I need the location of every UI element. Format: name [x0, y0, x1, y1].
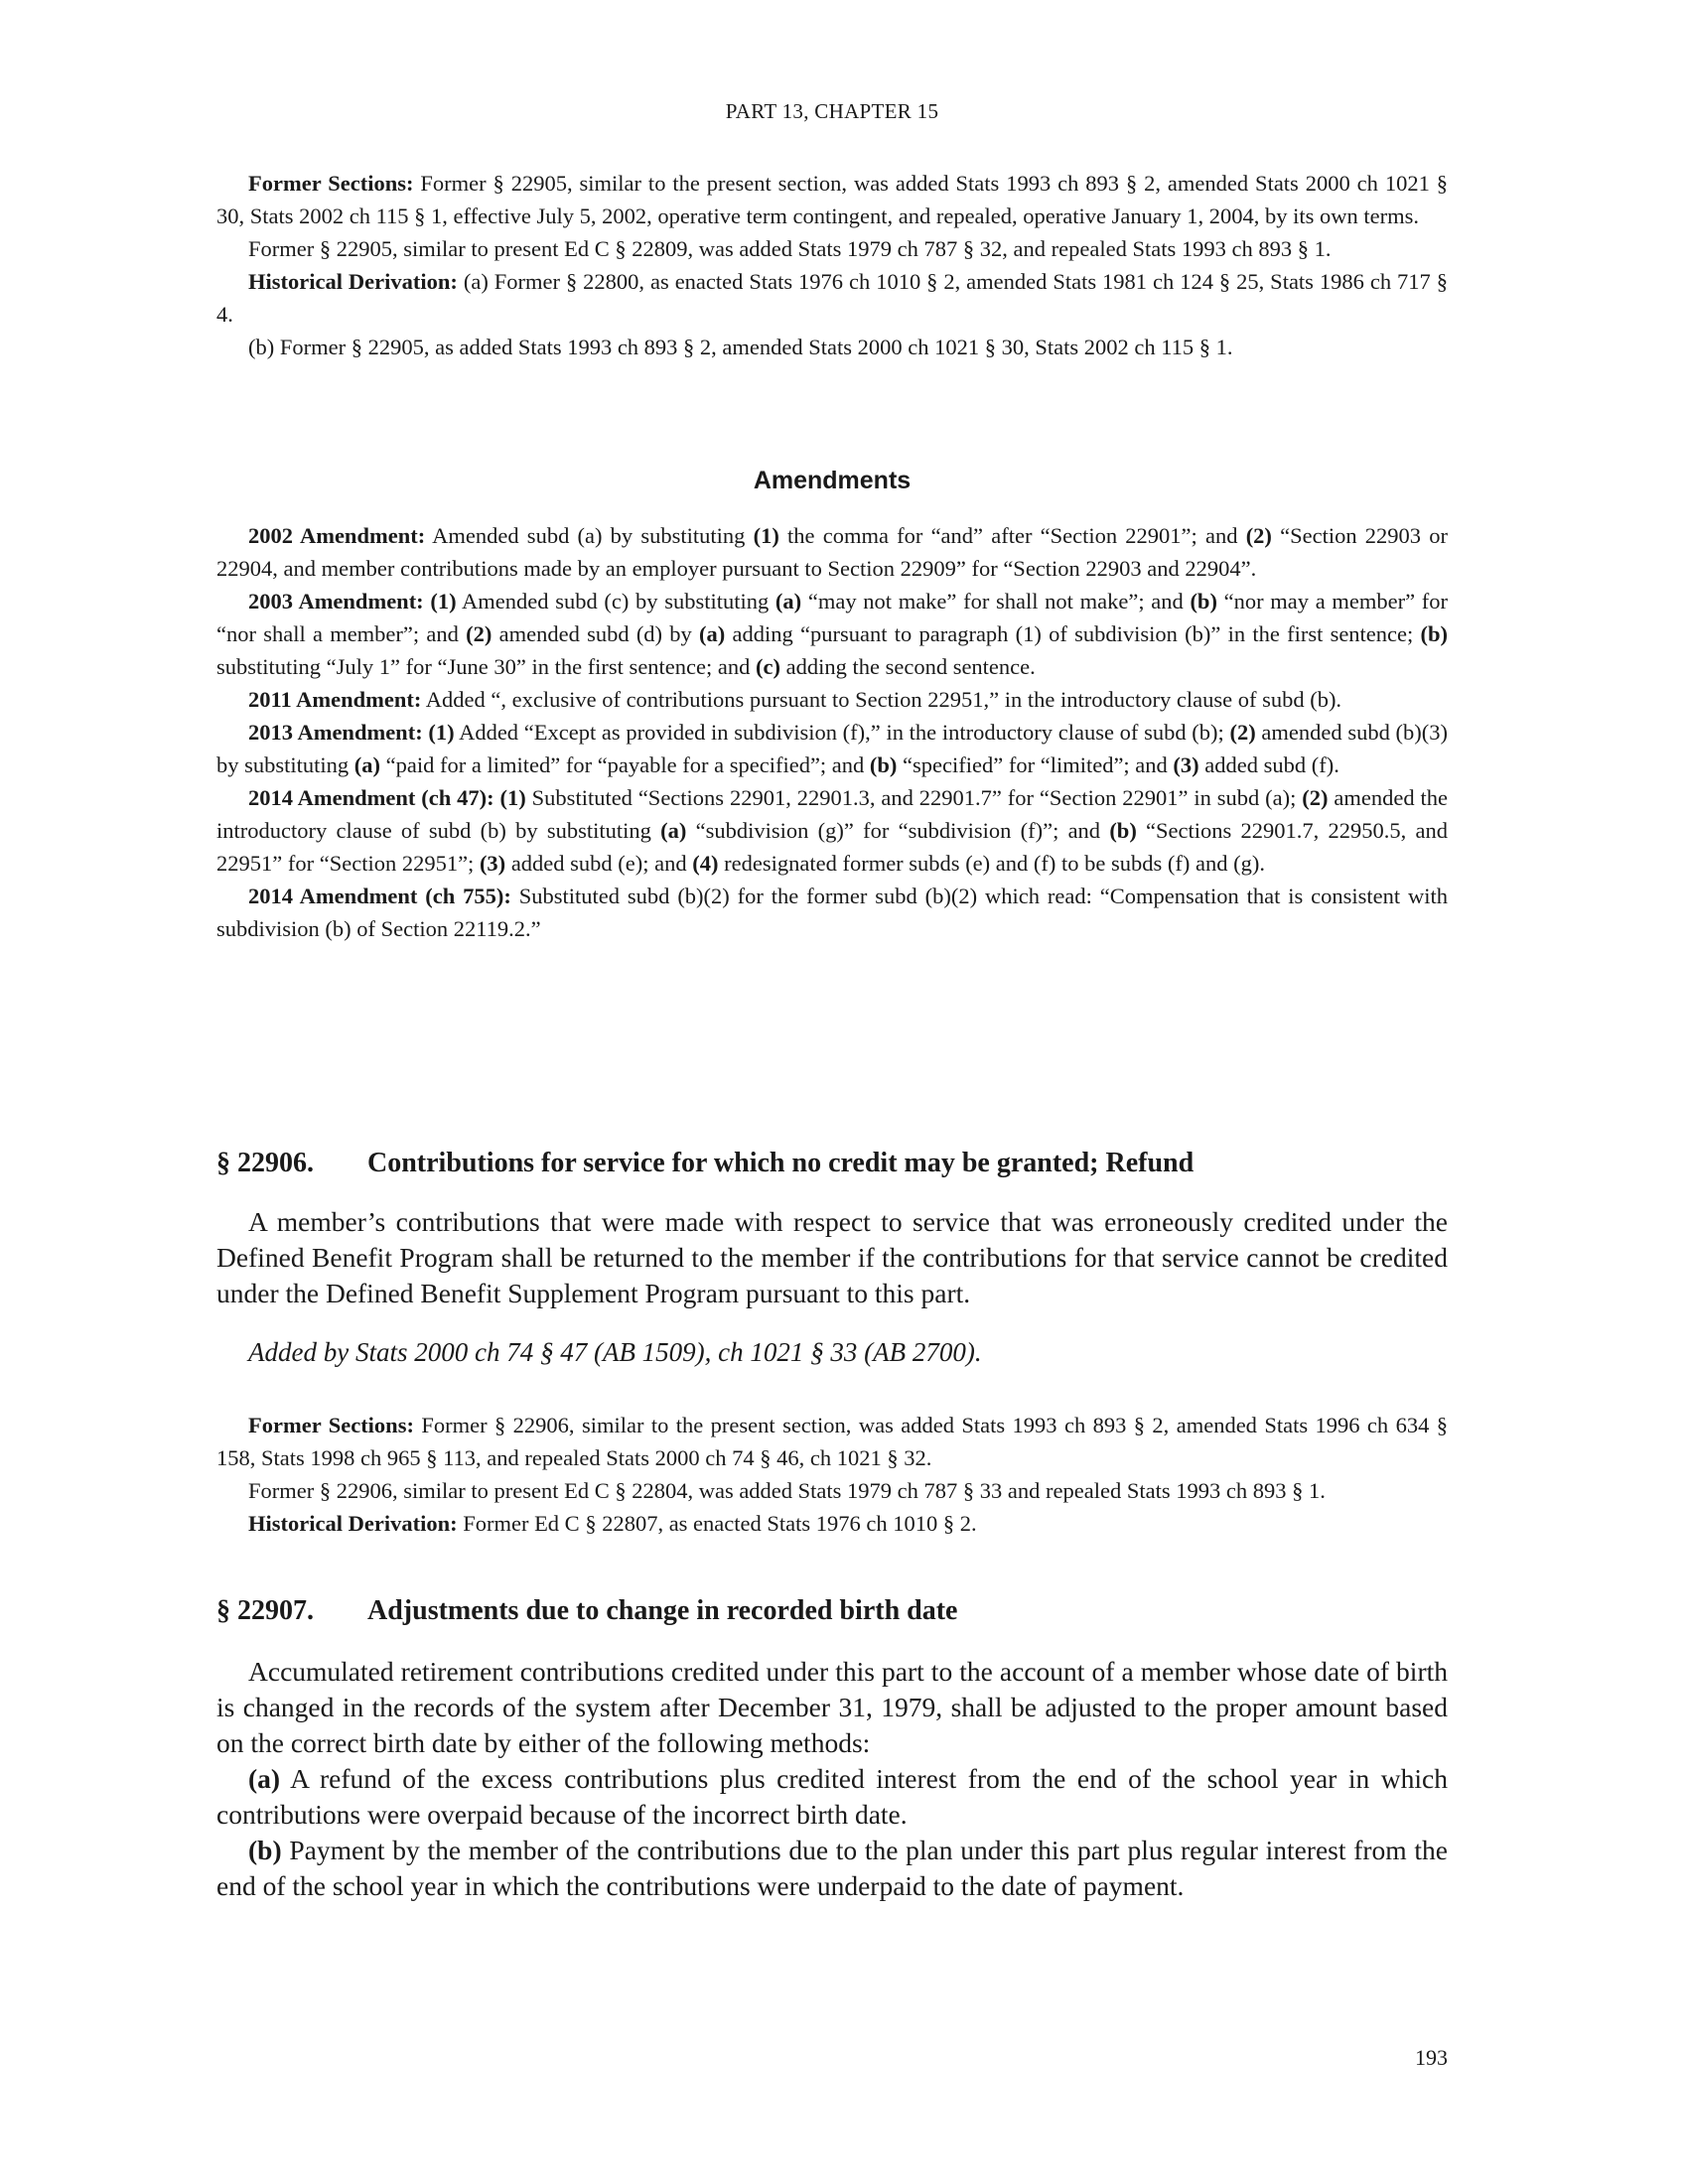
amendments-heading: Amendments [753, 467, 912, 494]
paragraph [216, 1507, 1448, 1540]
paragraph [216, 1833, 1448, 1904]
section-22906-notes [216, 1409, 1448, 1540]
note-text: (b) Former § 22905, as added Stats 1993 ch 893 § 2, amended Stats 2000 ch 1021 § 30, Stats 2002 ch 115 § 1. [248, 335, 1233, 359]
section-22907-body [216, 1654, 1448, 1904]
paragraph [216, 331, 1448, 363]
section-22906-heading [216, 1148, 1448, 1179]
paragraph [216, 167, 1448, 232]
note-label: Historical Derivation: [248, 269, 458, 294]
section-22906-body [216, 1204, 1448, 1311]
section-number: § 22906. [216, 1148, 314, 1178]
note-text: Former § 22905, similar to the present section, was added Stats 1993 ch 893 § 2, amended Stats 2000 ch 1021 § 30, Stats 2002 ch 115 § 1, effective July 5, 2002, operative term contingent, and repealed, operative January 1, 2004, by its own terms. [216, 171, 1448, 228]
note-text: Former § 22906, similar to the present section, was added Stats 1993 ch 893 § 2, amended Stats 1996 ch 634 § 158, Stats 1998 ch 965 § 113, and repealed Stats 2000 ch 74 § 46, ch 1021 § 32. [216, 1413, 1448, 1470]
paragraph-text: Accumulated retirement contributions credited under this part to the account of a member whose date of birth is changed in the records of the system after December 31, 1979, shall be adjusted to the proper amount based on the correct birth date by either of the following methods: [216, 1656, 1448, 1758]
page-number: 193 [1415, 2045, 1448, 2070]
amendment-note: 2003 Amendment: (1) Amended subd (c) by substituting (a) “may not make” for shall not make”; and (b) “nor may a member” for “nor shall a member”; and (2) amended subd (d) by (a) adding “pursuant to paragraph (1) of subdivision (b)” in the first sentence; (b) substituting “July 1” for “June 30” in the first sentence; and (c) adding the second sentence. [216, 589, 1449, 679]
section-number: § 22907. [216, 1595, 314, 1626]
paragraph [216, 232, 1448, 265]
amendment-note: 2014 Amendment (ch 755): Substituted subd (b)(2) for the former subd (b)(2) which read: “Compensation that is consistent with subdivision (b) of Section 22119.2.” [216, 884, 1448, 941]
amendment-note: 2013 Amendment: (1) Added “Except as provided in subdivision (f),” in the introductory clause of subd (b); (2) amended subd (b)(3) by substituting (a) “paid for a limited” for “payable for a specified”; and (b) “specified” for “limited”; and (3) added subd (f). [216, 720, 1448, 777]
section-22907-heading [216, 1595, 1448, 1627]
subdivision-label: (a) [248, 1763, 281, 1794]
section-title: Adjustments due to change in recorded birth date [367, 1595, 958, 1626]
paragraph [216, 1474, 1448, 1507]
running-head: PART 13, CHAPTER 15 [725, 99, 939, 123]
note-text: Former § 22905, similar to present Ed C § 22809, was added Stats 1979 ch 787 § 32, and repealed Stats 1993 ch 893 § 1. [248, 236, 1332, 261]
paragraph: A member’s contributions that were made with respect to service that was erroneously credited under the Defined Benefit Program shall be returned to the member if the contributions for that service cannot be credited under the Defined Benefit Supplement Program pursuant to this part. [216, 1206, 1448, 1308]
paragraph [216, 265, 1448, 331]
note-label: Historical Derivation: [248, 1511, 458, 1536]
paragraph-text: A refund of the excess contributions plus credited interest from the end of the school year in which contributions were overpaid because of the incorrect birth date. [216, 1763, 1448, 1830]
amendments-list [216, 519, 1448, 945]
paragraph [216, 1409, 1448, 1474]
amendment-note: 2011 Amendment: Added “, exclusive of contributions pursuant to Section 22951,” in the introductory clause of subd (b). [248, 687, 1342, 712]
subdivision-label: (b) [248, 1835, 282, 1865]
amendment-note: 2002 Amendment: Amended subd (a) by substituting (1) the comma for “and” after “Section 22901”; and (2) “Section 22903 or 22904, and member contributions made by an employer pursuant to Section 22909” for “Section 22903 and 22904”. [216, 523, 1448, 581]
paragraph-text: Payment by the member of the contributions due to the plan under this part plus regular interest from the end of the school year in which the contributions were underpaid to the date of payment. [216, 1835, 1448, 1901]
former-sections-22905 [216, 167, 1448, 363]
section-22906-history: Added by Stats 2000 ch 74 § 47 (AB 1509), ch 1021 § 33 (AB 2700). [248, 1337, 982, 1367]
note-label: Former Sections: [248, 1413, 414, 1437]
paragraph [216, 1654, 1448, 1761]
note-text: Former § 22906, similar to present Ed C § 22804, was added Stats 1979 ch 787 § 33 and repealed Stats 1993 ch 893 § 1. [248, 1478, 1326, 1503]
paragraph [216, 1761, 1448, 1833]
amendment-note: 2014 Amendment (ch 47): (1) Substituted “Sections 22901, 22901.3, and 22901.7” for “Section 22901” in subd (a); (2) amended the introductory clause of subd (b) by substituting (a) “subdivision (g)” for “subdivision (f)”; and (b) “Sections 22901.7, 22950.5, and 22951” for “Section 22951”; (3) added subd (e); and (4) redesignated former subds (e) and (f) to be subds (f) and (g). [216, 785, 1449, 876]
note-text: Former Ed C § 22807, as enacted Stats 1976 ch 1010 § 2. [457, 1511, 977, 1536]
section-title: Contributions for service for which no credit may be granted; Refund [367, 1148, 1195, 1178]
note-label: Former Sections: [248, 171, 414, 196]
note-text: (a) Former § 22800, as enacted Stats 1976 ch 1010 § 2, amended Stats 1981 ch 124 § 25, Stats 1986 ch 717 § 4. [216, 269, 1448, 327]
